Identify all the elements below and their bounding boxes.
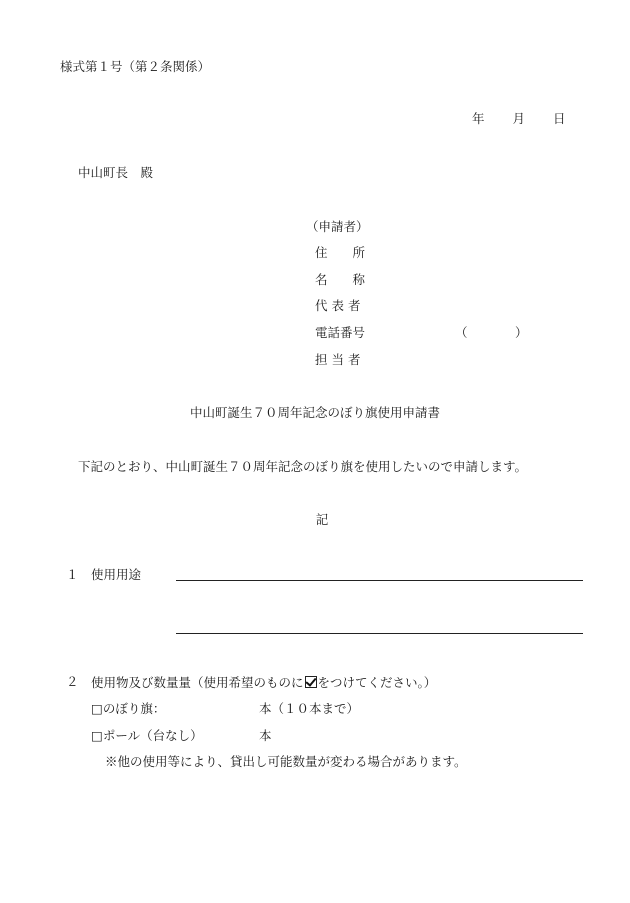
ki-heading: 記	[315, 512, 329, 527]
addressee: 中山町長 殿	[78, 165, 154, 180]
pole-label: ポール（台なし）	[102, 728, 203, 743]
section2-label	[91, 676, 436, 690]
checked-box-icon	[305, 676, 317, 688]
date-year: 年	[472, 111, 485, 126]
pole-checkbox[interactable]: □	[91, 728, 103, 743]
usage-line-2	[176, 633, 583, 634]
form-number: 様式第１号（第２条関係）	[60, 59, 211, 74]
date-line	[472, 113, 566, 126]
usage-line-1	[176, 580, 583, 581]
flag-label: のぼり旗：	[102, 701, 166, 716]
phone-label: 電話番号	[315, 325, 366, 340]
flag-unit: 本（１０本まで）	[259, 701, 360, 716]
section2-label-after: をつけてください。）	[317, 675, 437, 690]
representative-label: 代 表 者	[315, 298, 361, 313]
section1-label: 使用用途	[91, 567, 142, 582]
section1-number: １	[66, 567, 79, 582]
name-label: 名 称	[315, 272, 366, 287]
section2-number: ２	[66, 674, 79, 689]
phone-paren-open: （	[455, 325, 468, 340]
address-label: 住 所	[315, 245, 366, 260]
item-flag[interactable]	[91, 703, 165, 716]
item-pole[interactable]	[91, 730, 203, 743]
document-title: 中山町誕生７０周年記念のぼり旗使用申請書	[189, 405, 440, 420]
pole-unit: 本	[259, 728, 272, 743]
date-day: 日	[553, 111, 566, 126]
phone-paren-close: ）	[515, 325, 528, 340]
applicant-heading: （申請者）	[306, 219, 369, 234]
section2-label-before: 使用物及び数量量（使用希望のものに	[91, 675, 304, 690]
date-month: 月	[512, 111, 526, 126]
availability-note: ※他の使用等により、貸出し可能数量が変わる場合があります。	[105, 754, 467, 769]
flag-checkbox[interactable]: □	[91, 701, 103, 716]
intro-text: 下記のとおり、中山町誕生７０周年記念のぼり旗を使用したいので申請します。	[78, 459, 528, 474]
contact-label: 担 当 者	[315, 352, 361, 367]
